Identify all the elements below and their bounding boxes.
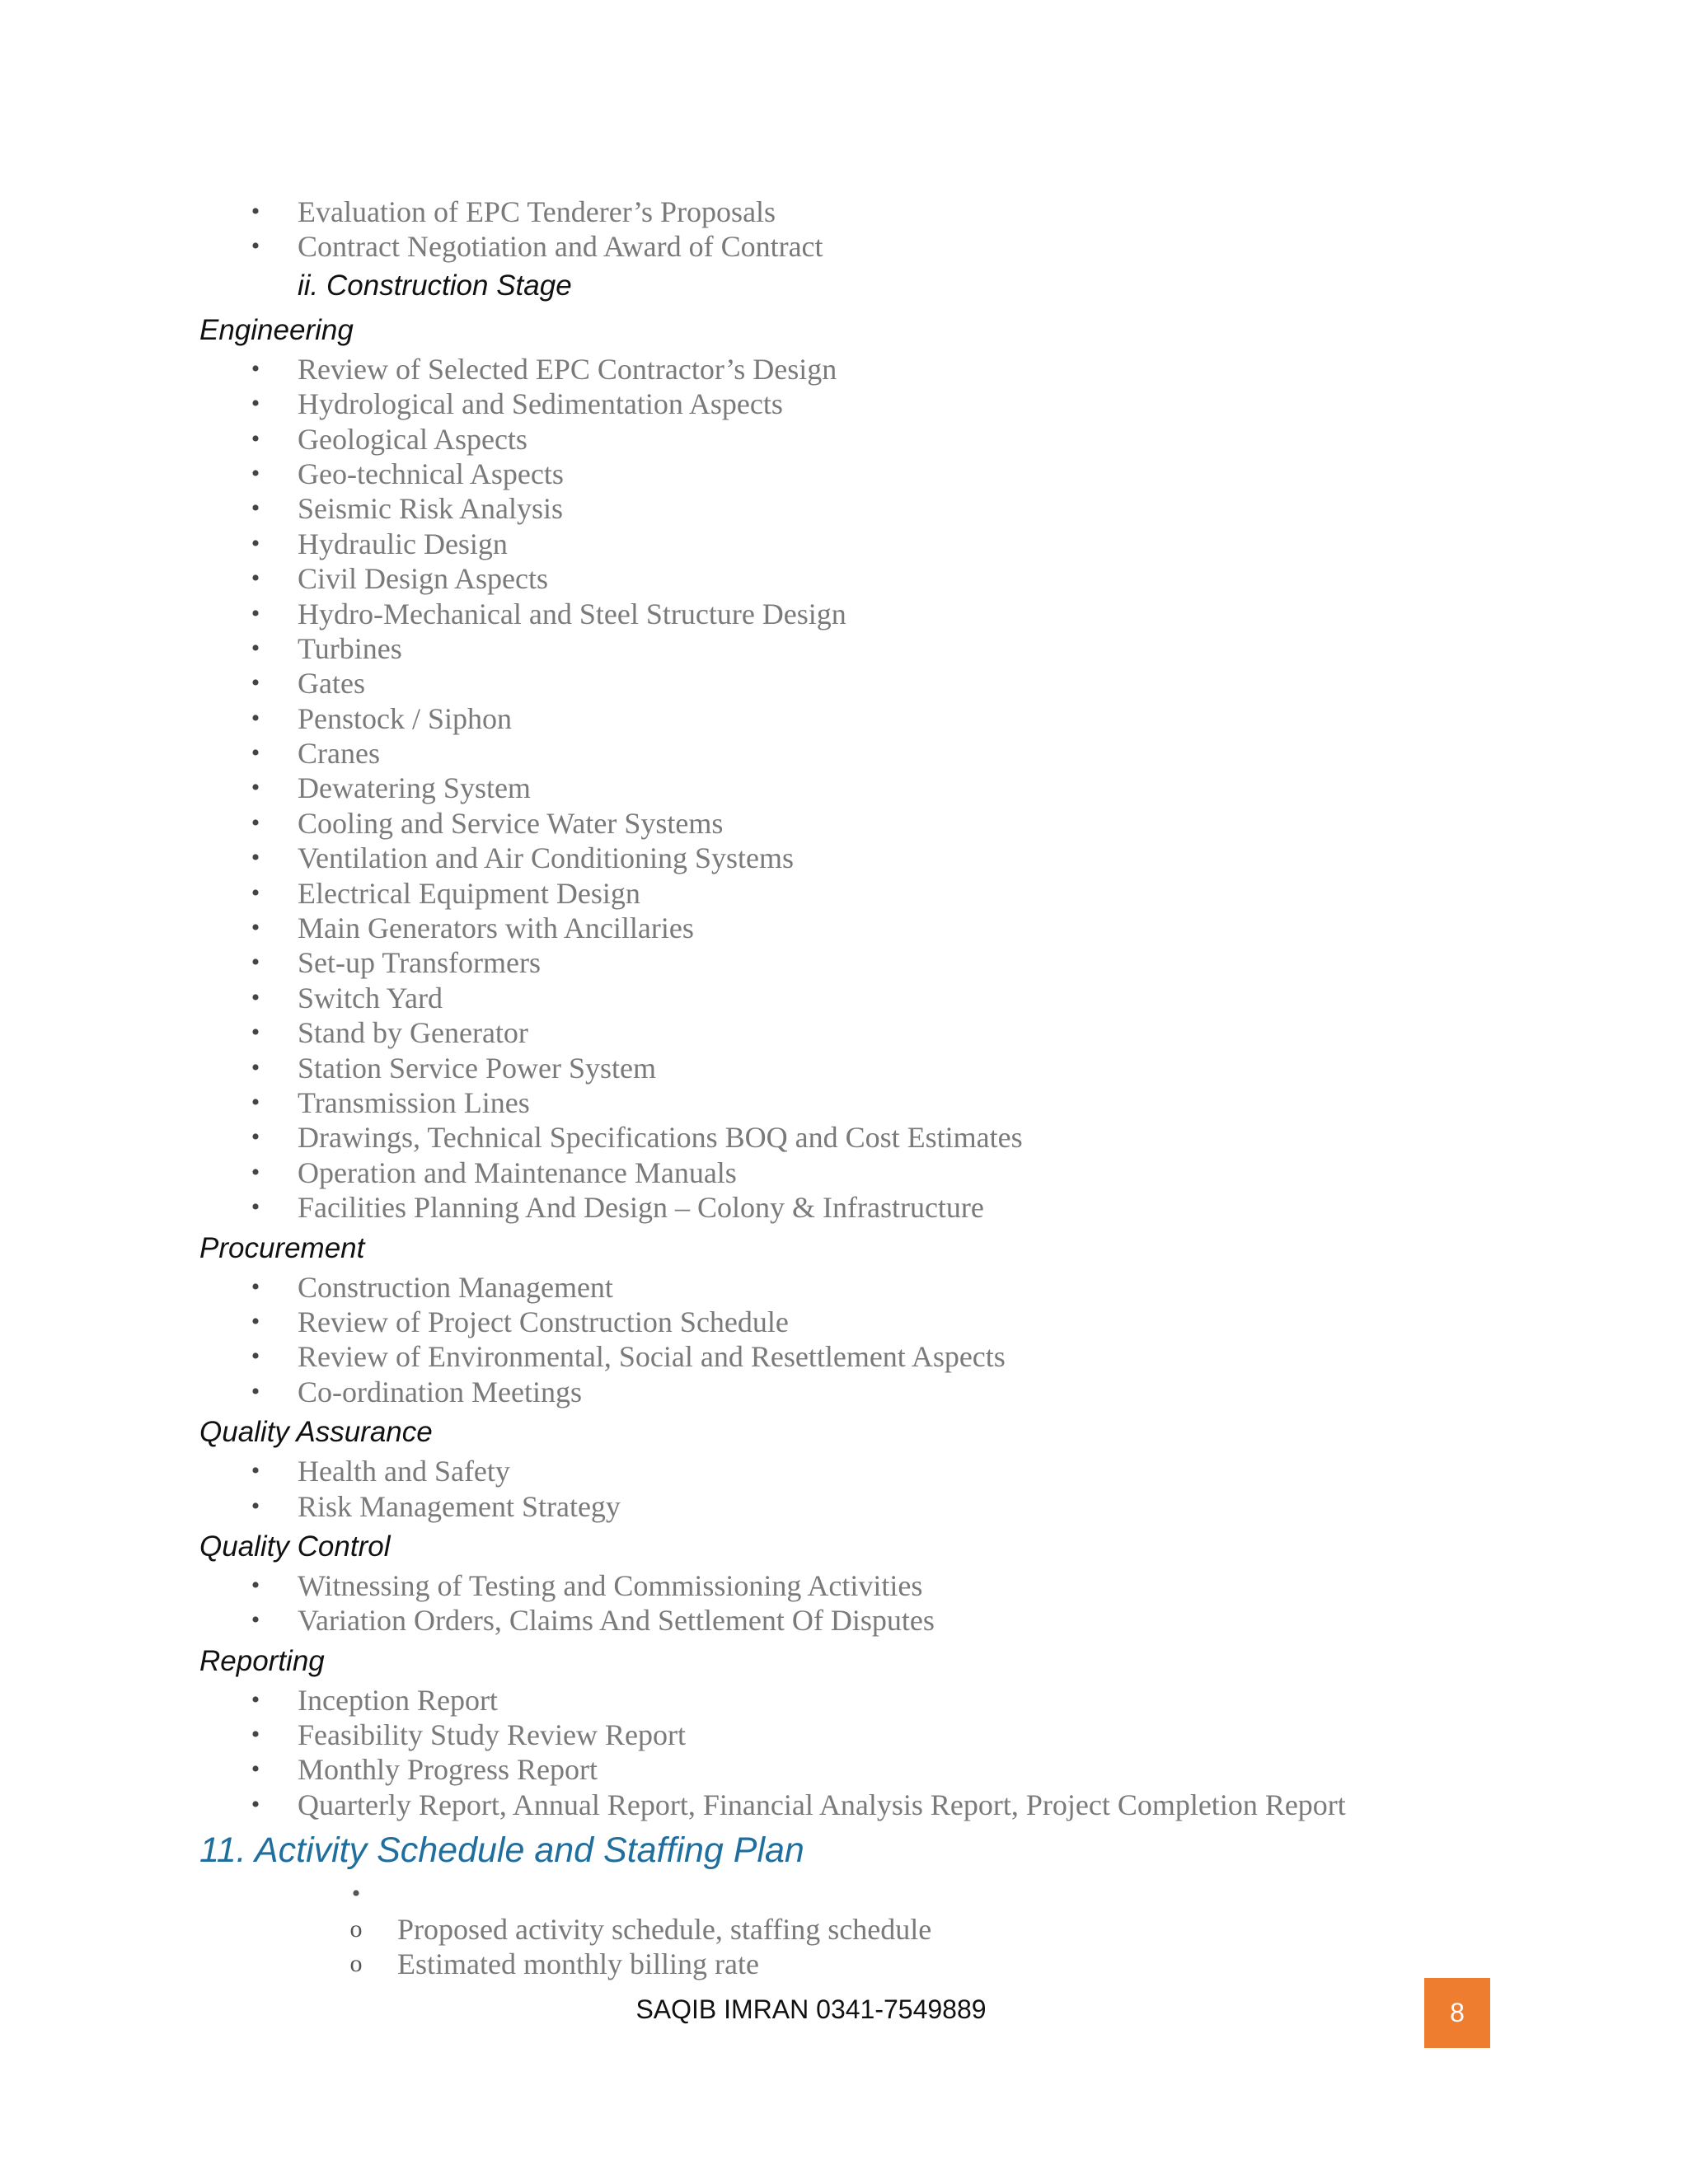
list-item-text: Monthly Progress Report — [298, 1753, 598, 1787]
list-item — [0, 561, 1688, 596]
bullet-icon: • — [251, 354, 260, 382]
list-item — [0, 194, 1688, 229]
circle-bullet-icon: o — [349, 1915, 363, 1943]
list-item-text: Dewatering System — [298, 771, 531, 805]
list-item-text: Stand by Generator — [298, 1016, 528, 1050]
list-item — [0, 631, 1688, 666]
list-item — [0, 1454, 1688, 1488]
list-item — [0, 229, 1688, 264]
bullet-icon: • — [251, 1755, 260, 1783]
list-item-text: Penstock / Siphon — [298, 701, 513, 735]
list-item-text: Gates — [298, 667, 365, 701]
section-heading-engineering: Engineering — [199, 313, 354, 346]
bullet-icon: • — [351, 1880, 361, 1908]
list-item-text: Electrical Equipment Design — [298, 876, 640, 910]
list-item — [0, 701, 1688, 736]
list-item — [0, 771, 1688, 805]
list-item — [0, 1489, 1688, 1524]
section-heading-procurement: Procurement — [199, 1231, 365, 1264]
bullet-icon: • — [251, 808, 260, 837]
list-item — [0, 981, 1688, 1015]
list-item — [0, 1051, 1688, 1085]
bullet-icon: • — [251, 774, 260, 802]
list-item — [0, 1603, 1688, 1638]
list-item-text: Operation and Maintenance Manuals — [298, 1155, 737, 1189]
footer-author: SAQIB IMRAN 0341-7549889 — [635, 1994, 987, 2024]
section-heading-quality-control: Quality Control — [199, 1530, 391, 1563]
list-item — [0, 911, 1688, 945]
bullet-icon: • — [251, 739, 260, 767]
list-item-text: Hydraulic Design — [298, 527, 508, 560]
bullet-icon: • — [251, 1123, 260, 1151]
sub-list-item — [0, 1912, 1688, 1947]
list-item — [0, 1683, 1688, 1718]
bullet-icon: • — [251, 1019, 260, 1047]
list-item — [0, 1120, 1688, 1155]
list-item — [0, 527, 1688, 561]
list-item-text: Feasibility Study Review Report — [298, 1718, 686, 1752]
list-item-text: Main Generators with Ancillaries — [298, 912, 694, 945]
list-item-text: Ventilation and Air Conditioning Systems — [298, 841, 794, 875]
bullet-icon: • — [251, 1053, 260, 1081]
list-item — [0, 841, 1688, 875]
bullet-icon: • — [251, 1685, 260, 1713]
list-item-text: Review of Selected EPC Contractor’s Design — [298, 352, 837, 386]
bullet-icon: • — [251, 879, 260, 907]
list-item-text: Drawings, Technical Specifications BOQ and Cost Estimates — [298, 1121, 1023, 1155]
quality-control-list — [0, 1568, 1688, 1638]
bullet-icon: • — [251, 1377, 260, 1405]
list-item — [0, 876, 1688, 911]
list-item-text: Review of Project Construction Schedule — [298, 1305, 789, 1338]
bullet-icon: • — [251, 529, 260, 557]
list-item-text: Switch Yard — [298, 981, 443, 1015]
list-item-text: Construction Management — [298, 1270, 613, 1304]
section-heading-reporting: Reporting — [199, 1644, 325, 1677]
bullet-icon: • — [251, 198, 260, 225]
list-item — [0, 1718, 1688, 1752]
bullet-icon: • — [251, 599, 260, 627]
bullet-icon: • — [251, 424, 260, 452]
reporting-list — [0, 1683, 1688, 1823]
bullet-icon: • — [251, 1790, 260, 1818]
page-number-badge: 8 — [1424, 1978, 1490, 2048]
list-item-text: Geological Aspects — [298, 422, 528, 456]
list-item — [0, 1270, 1688, 1305]
list-item — [0, 1339, 1688, 1374]
list-item-text: Cooling and Service Water Systems — [298, 806, 724, 840]
list-item — [0, 1568, 1688, 1603]
list-item — [0, 1155, 1688, 1190]
bullet-icon: • — [251, 949, 260, 977]
bullet-icon: • — [251, 1088, 260, 1116]
list-item — [0, 1190, 1688, 1225]
bullet-icon: • — [251, 844, 260, 872]
bullet-icon: • — [251, 1193, 260, 1221]
list-item — [0, 1752, 1688, 1787]
bullet-icon: • — [251, 704, 260, 732]
list-item-text: Hydro-Mechanical and Steel Structure Design — [298, 597, 846, 630]
list-item-text: Facilities Planning And Design – Colony & Infrastructure — [298, 1191, 984, 1225]
bullet-icon: • — [251, 390, 260, 418]
bullet-icon: • — [251, 914, 260, 942]
list-item — [0, 806, 1688, 841]
list-item-text: Seismic Risk Analysis — [298, 492, 564, 526]
list-item — [0, 457, 1688, 491]
section-heading-quality-assurance: Quality Assurance — [199, 1416, 433, 1449]
list-item — [0, 597, 1688, 631]
bullet-icon: • — [251, 494, 260, 523]
bullet-icon: • — [251, 1606, 260, 1634]
bullet-icon: • — [251, 232, 260, 260]
empty-list-item — [0, 1877, 1688, 1911]
bullet-icon: • — [251, 565, 260, 593]
list-item — [0, 736, 1688, 771]
list-item-text: Variation Orders, Claims And Settlement Of Disputes — [298, 1604, 935, 1638]
list-item-text: Evaluation of EPC Tenderer’s Proposals — [298, 195, 776, 228]
list-item-text: Station Service Power System — [298, 1051, 656, 1085]
list-item-text: Co-ordination Meetings — [298, 1375, 582, 1408]
bullet-icon: • — [251, 1571, 260, 1599]
bullet-icon: • — [251, 1158, 260, 1186]
quality-assurance-list — [0, 1454, 1688, 1524]
list-item — [0, 491, 1688, 526]
bullet-icon: • — [251, 1272, 260, 1301]
engineering-list — [0, 352, 1688, 1226]
list-item-text: Hydrological and Sedimentation Aspects — [298, 387, 783, 421]
list-item — [0, 1375, 1688, 1409]
list-item-text: Civil Design Aspects — [298, 562, 548, 596]
bullet-icon: • — [251, 1343, 260, 1371]
sub-list-item-text: Proposed activity schedule, staffing schedule — [397, 1912, 932, 1946]
list-item-text: Witnessing of Testing and Commissioning Activities — [298, 1568, 923, 1602]
bullet-icon: • — [251, 459, 260, 487]
bullet-icon: • — [251, 669, 260, 697]
list-item — [0, 422, 1688, 457]
stage-heading: ii. Construction Stage — [298, 269, 572, 302]
list-item-text: Health and Safety — [298, 1455, 510, 1488]
page-content — [0, 194, 1688, 1981]
list-item-text: Review of Environmental, Social and Resettlement Aspects — [298, 1340, 1006, 1374]
bullet-icon: • — [251, 983, 260, 1011]
list-item — [0, 1015, 1688, 1050]
list-item-text: Contract Negotiation and Award of Contract — [298, 230, 823, 264]
sub-list-item-text: Estimated monthly billing rate — [397, 1947, 759, 1981]
list-item — [0, 1788, 1688, 1822]
list-item-text: Inception Report — [298, 1683, 498, 1717]
list-item-text: Set-up Transformers — [298, 946, 541, 980]
bullet-icon: • — [251, 1492, 260, 1520]
list-item-text: Quarterly Report, Annual Report, Financial Analysis Report, Project Completion Report — [298, 1788, 1346, 1821]
sub-list-item — [0, 1947, 1688, 1981]
list-item — [0, 1085, 1688, 1120]
list-item — [0, 352, 1688, 387]
list-item — [0, 945, 1688, 980]
section-11-list — [0, 1877, 1688, 1981]
list-item — [0, 387, 1688, 421]
circle-bullet-icon: o — [349, 1950, 363, 1978]
list-item — [0, 1305, 1688, 1339]
list-item — [0, 666, 1688, 701]
pre-list — [0, 194, 1688, 265]
list-item-text: Cranes — [298, 737, 380, 771]
bullet-icon: • — [251, 634, 260, 662]
list-item-text: Turbines — [298, 631, 402, 665]
procurement-list — [0, 1270, 1688, 1410]
bullet-icon: • — [251, 1307, 260, 1335]
bullet-icon: • — [251, 1721, 260, 1749]
section-11-heading: 11. Activity Schedule and Staffing Plan — [199, 1830, 804, 1871]
list-item-text: Transmission Lines — [298, 1085, 530, 1119]
list-item-text: Risk Management Strategy — [298, 1489, 621, 1523]
bullet-icon: • — [251, 1457, 260, 1485]
list-item-text: Geo-technical Aspects — [298, 457, 564, 490]
